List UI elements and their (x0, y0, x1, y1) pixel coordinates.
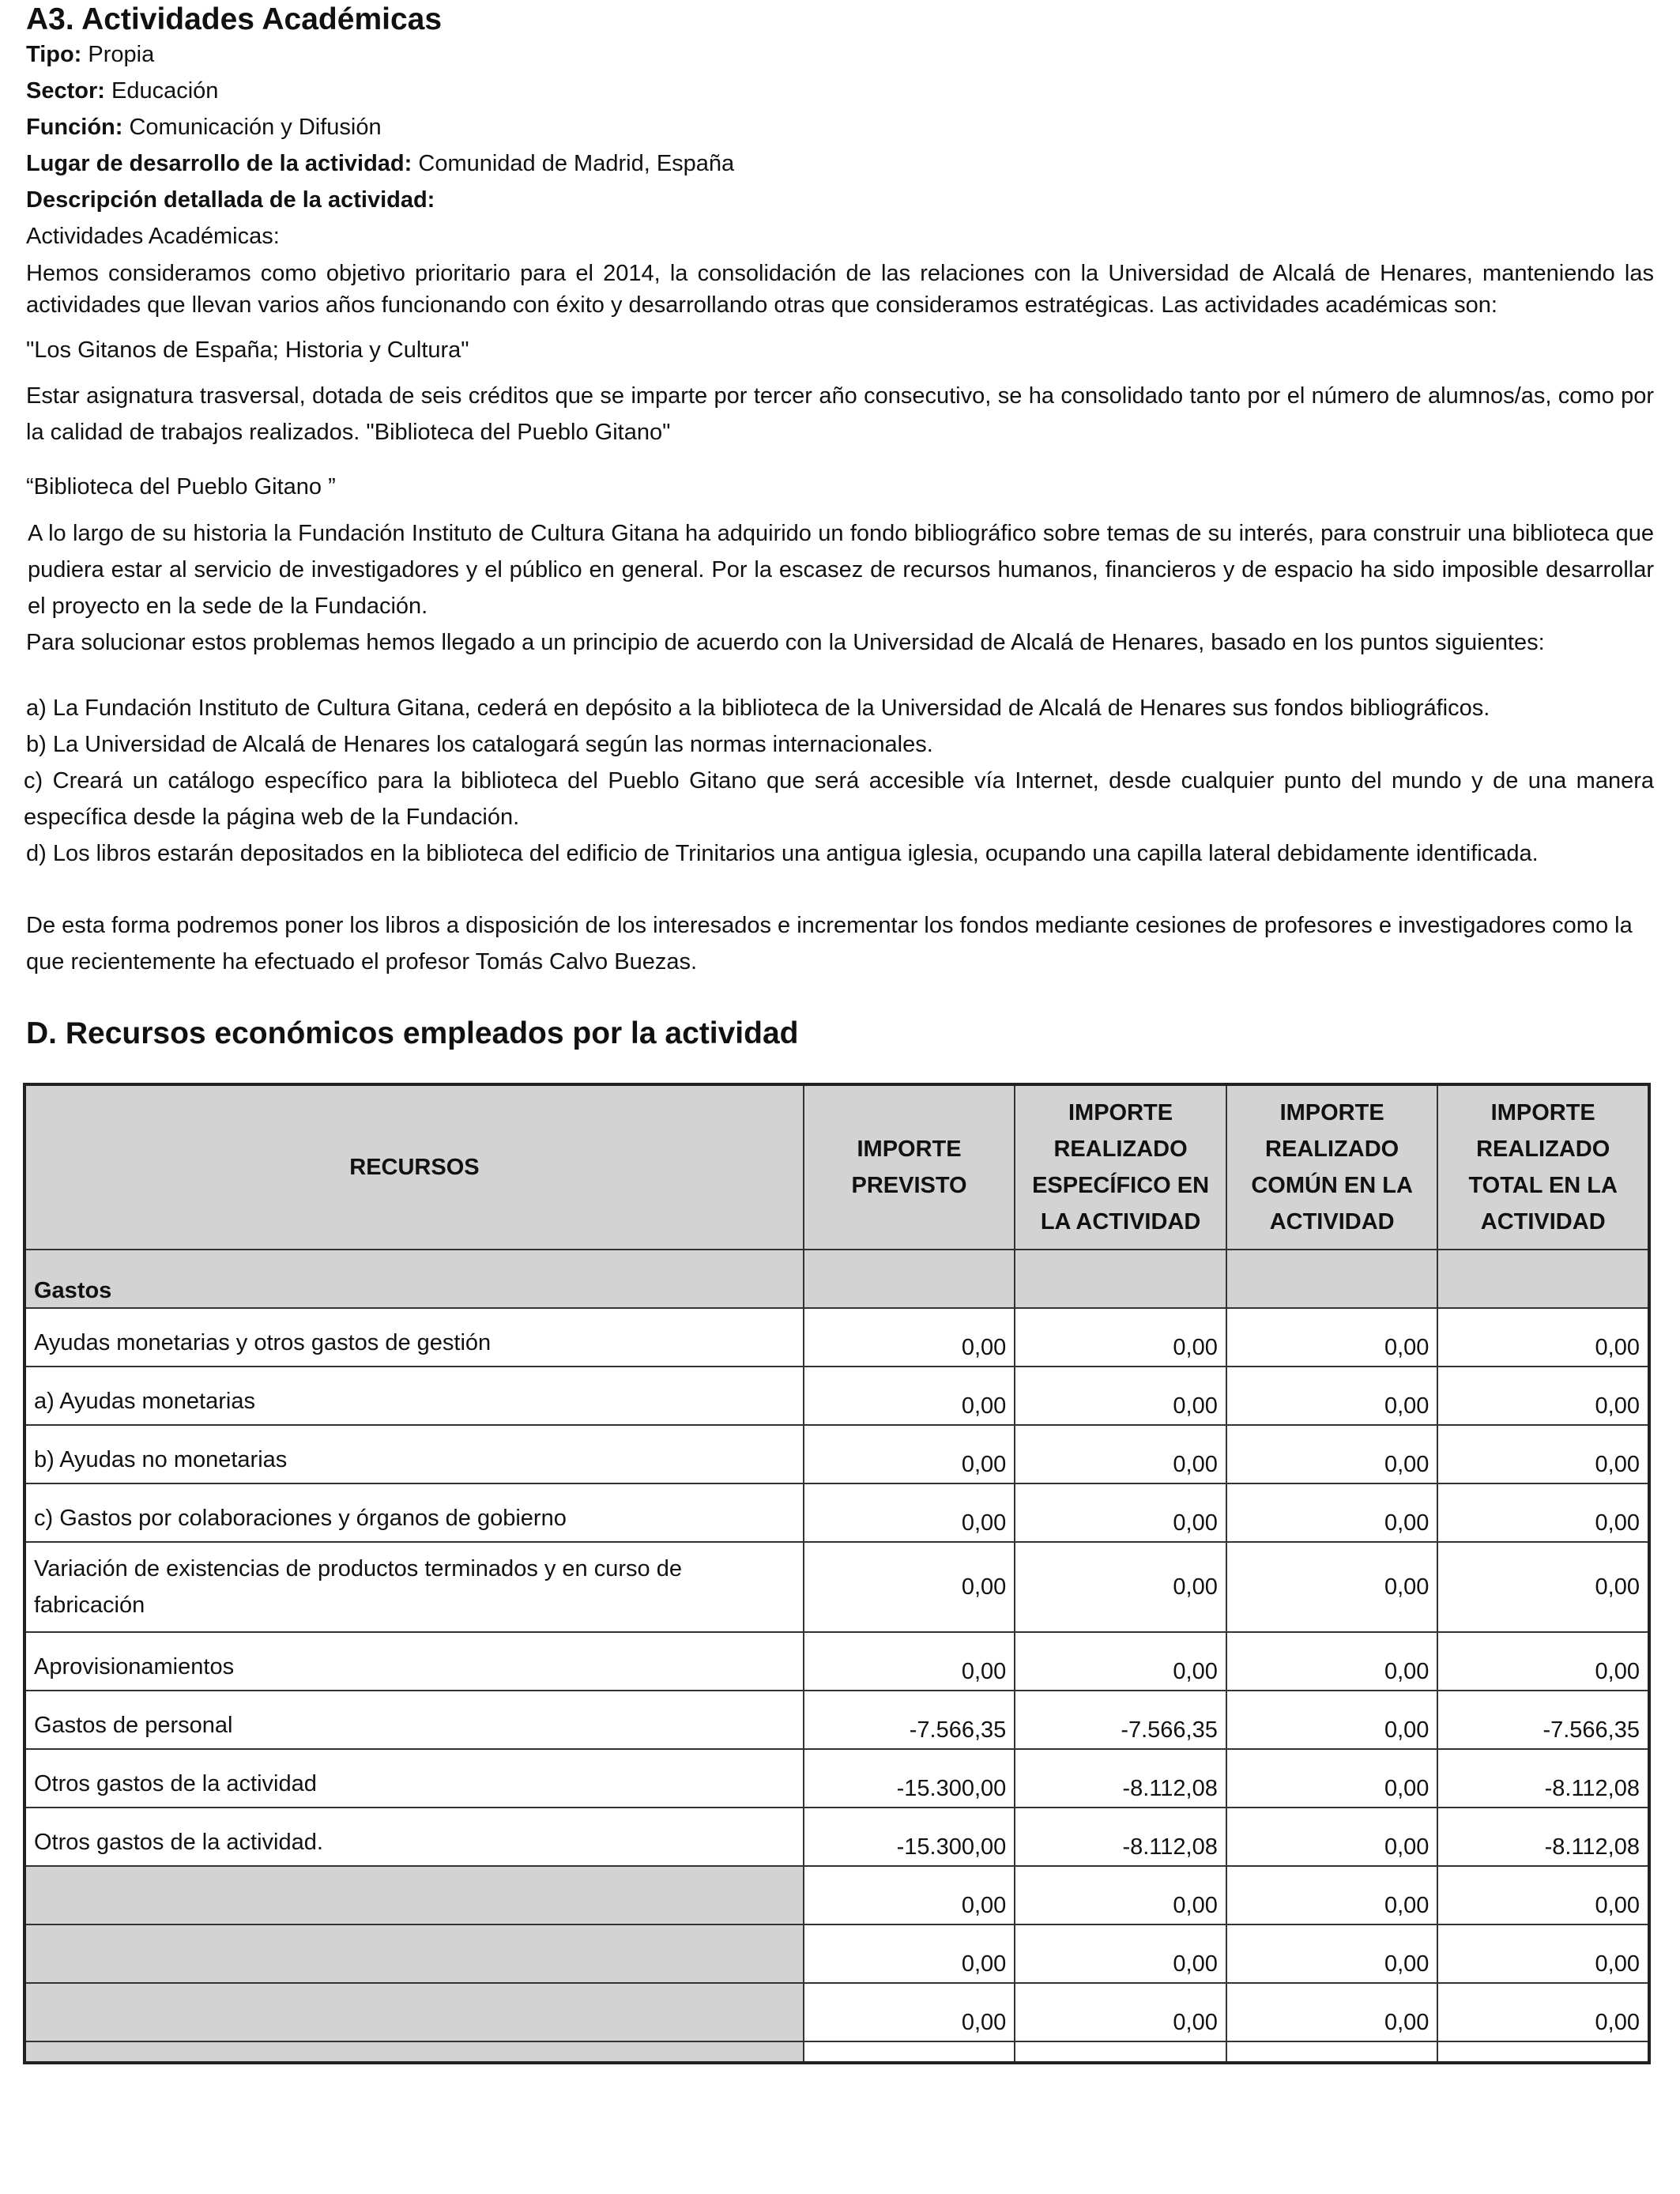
table-row (24, 1866, 1649, 1924)
row-label: c) Gastos por colaboraciones y órganos de gobierno (24, 1483, 804, 1542)
biblioteca-paragraph: A lo largo de su historia la Fundación Instituto de Cultura Gitana ha adquirido un fondo bibliográfico sobre temas de su interés, para construir una biblioteca que pudiera estar al servicio de investigadores y el público en general. Por la escasez de recursos humanos, financieros y de espacio ha sido imposible desarrollar el proyecto en la sede de la Fundación. (28, 521, 1654, 619)
cell-total: 0,00 (1437, 1632, 1649, 1691)
table-row (24, 1983, 1649, 2041)
tail-cell (1437, 2041, 1649, 2063)
tail-cell (1226, 2041, 1438, 2063)
cell-total: 0,00 (1437, 1308, 1649, 1367)
cell-comun: 0,00 (1226, 1983, 1438, 2041)
cell-especifico: 0,00 (1015, 1542, 1226, 1632)
table-row (24, 1542, 1649, 1632)
cell-total: -8.112,08 (1437, 1749, 1649, 1808)
section-d-title: D. Recursos económicos empleados por la actividad (26, 1016, 799, 1050)
tipo-value: Propia (88, 42, 155, 67)
cell-previsto: 0,00 (804, 1367, 1015, 1425)
point-d: d) Los libros estarán depositados en la biblioteca del edificio de Trinitarios una antigua iglesia, ocupando una capilla lateral debidamente identificada. (26, 841, 1539, 866)
intro-paragraph: Hemos consideramos como objetivo prioritario para el 2014, la consolidación de las relaciones con la Universidad de Alcalá de Henares, manteniendo las actividades que llevan varios años funcionando con éxito y desarrollando otras que consideramos estratégicas. Las actividades académicas son: (26, 261, 1654, 318)
table-row (24, 1924, 1649, 1983)
cell-especifico: 0,00 (1015, 1308, 1226, 1367)
cell-especifico: -7.566,35 (1015, 1691, 1226, 1749)
row-label: Otros gastos de la actividad. (24, 1808, 804, 1866)
cell-especifico: 0,00 (1015, 1983, 1226, 2041)
point-a: a) La Fundación Instituto de Cultura Gitana, cederá en depósito a la biblioteca de la Universidad de Alcalá de Henares sus fondos bibliográficos. (26, 696, 1490, 721)
cell-total: 0,00 (1437, 1542, 1649, 1632)
cell-total: 0,00 (1437, 1866, 1649, 1924)
gastos-cell-empty (1015, 1250, 1226, 1308)
asignatura-paragraph: Estar asignatura trasversal, dotada de seis créditos que se imparte por tercer año consecutivo, se ha consolidado tanto por el número de alumnos/as, como por la calidad de trabajos realizados. "Biblioteca del Pueblo Gitano" (26, 383, 1654, 445)
row-label-empty (24, 1983, 804, 2041)
tail-cell (24, 2041, 804, 2063)
gastos-label: Gastos (24, 1250, 804, 1308)
cell-especifico: 0,00 (1015, 1425, 1226, 1483)
cell-comun: 0,00 (1226, 1749, 1438, 1808)
table-tail-row (24, 2041, 1649, 2063)
row-label: b) Ayudas no monetarias (24, 1425, 804, 1483)
point-b: b) La Universidad de Alcalá de Henares los catalogará según las normas internacionales. (26, 732, 933, 757)
cell-previsto: -15.300,00 (804, 1749, 1015, 1808)
cell-total: 0,00 (1437, 1483, 1649, 1542)
cell-comun: 0,00 (1226, 1691, 1438, 1749)
header-importe-comun: IMPORTE REALIZADO COMÚN EN LA ACTIVIDAD (1226, 1084, 1438, 1250)
cell-comun: 0,00 (1226, 1367, 1438, 1425)
row-label: Gastos de personal (24, 1691, 804, 1749)
sector-value: Educación (111, 78, 219, 104)
biblioteca-subtitle: “Biblioteca del Pueblo Gitano ” (26, 474, 336, 499)
cell-especifico: 0,00 (1015, 1632, 1226, 1691)
header-importe-especifico: IMPORTE REALIZADO ESPECÍFICO EN LA ACTIVIDAD (1015, 1084, 1226, 1250)
cell-previsto: -15.300,00 (804, 1808, 1015, 1866)
cell-especifico: 0,00 (1015, 1367, 1226, 1425)
cell-previsto: 0,00 (804, 1924, 1015, 1983)
sector-label: Sector: (26, 78, 105, 104)
cell-previsto: 0,00 (804, 1425, 1015, 1483)
funcion-line (26, 114, 382, 141)
cell-total: 0,00 (1437, 1924, 1649, 1983)
cell-comun: 0,00 (1226, 1425, 1438, 1483)
row-label: a) Ayudas monetarias (24, 1367, 804, 1425)
cell-previsto: 0,00 (804, 1483, 1015, 1542)
row-label: Variación de existencias de productos terminados y en curso de fabricación (24, 1542, 804, 1632)
cell-previsto: -7.566,35 (804, 1691, 1015, 1749)
sector-line (26, 77, 218, 105)
cell-comun: 0,00 (1226, 1808, 1438, 1866)
point-c: c) Creará un catálogo específico para la biblioteca del Pueblo Gitano que será accesible vía Internet, desde cualquier punto del mundo y de una manera específica desde la página web de la Fundación. (24, 768, 1654, 830)
table-header-row (24, 1084, 1649, 1250)
table-row (24, 1483, 1649, 1542)
cell-especifico: -8.112,08 (1015, 1749, 1226, 1808)
row-label: Aprovisionamientos (24, 1632, 804, 1691)
cell-total: -7.566,35 (1437, 1691, 1649, 1749)
header-recursos: RECURSOS (24, 1084, 804, 1250)
closing-paragraph: De esta forma podremos poner los libros a disposición de los interesados e incrementar los fondos mediante cesiones de profesores e investigadores como la que recientemente ha efectuado el profesor Tomás Calvo Buezas. (26, 913, 1633, 974)
row-label: Ayudas monetarias y otros gastos de gestión (24, 1308, 804, 1367)
cell-previsto: 0,00 (804, 1632, 1015, 1691)
table-row (24, 1425, 1649, 1483)
table-row (24, 1749, 1649, 1808)
gastos-cell-empty (1437, 1250, 1649, 1308)
descripcion-line (26, 187, 435, 214)
gitanos-subtitle: "Los Gitanos de España; Historia y Cultura" (26, 337, 469, 363)
cell-previsto: 0,00 (804, 1308, 1015, 1367)
cell-previsto: 0,00 (804, 1983, 1015, 2041)
cell-comun: 0,00 (1226, 1483, 1438, 1542)
table-row (24, 1367, 1649, 1425)
solucion-paragraph: Para solucionar estos problemas hemos llegado a un principio de acuerdo con la Universidad de Alcalá de Henares, basado en los puntos siguientes: (26, 630, 1545, 655)
cell-previsto: 0,00 (804, 1866, 1015, 1924)
tail-cell (804, 2041, 1015, 2063)
table-row (24, 1691, 1649, 1749)
gastos-cell-empty (1226, 1250, 1438, 1308)
lugar-line (26, 150, 734, 178)
row-label-empty (24, 1866, 804, 1924)
cell-previsto: 0,00 (804, 1542, 1015, 1632)
gastos-group-row (24, 1250, 1649, 1308)
lugar-value: Comunidad de Madrid, España (418, 151, 735, 176)
cell-especifico: 0,00 (1015, 1483, 1226, 1542)
table-row (24, 1632, 1649, 1691)
tipo-label: Tipo: (26, 42, 82, 67)
cell-comun: 0,00 (1226, 1542, 1438, 1632)
row-label: Otros gastos de la actividad (24, 1749, 804, 1808)
cell-especifico: 0,00 (1015, 1866, 1226, 1924)
cell-especifico: -8.112,08 (1015, 1808, 1226, 1866)
tail-cell (1015, 2041, 1226, 2063)
cell-total: 0,00 (1437, 1983, 1649, 2041)
table-row (24, 1308, 1649, 1367)
recursos-table (23, 1083, 1651, 2064)
row-label-empty (24, 1924, 804, 1983)
cell-comun: 0,00 (1226, 1924, 1438, 1983)
header-importe-total: IMPORTE REALIZADO TOTAL EN LA ACTIVIDAD (1437, 1084, 1649, 1250)
cell-total: -8.112,08 (1437, 1808, 1649, 1866)
tipo-line (26, 41, 154, 69)
cell-comun: 0,00 (1226, 1308, 1438, 1367)
lugar-label: Lugar de desarrollo de la actividad: (26, 151, 412, 176)
actividades-heading: Actividades Académicas: (26, 224, 280, 249)
cell-especifico: 0,00 (1015, 1924, 1226, 1983)
gastos-cell-empty (804, 1250, 1015, 1308)
table-row (24, 1808, 1649, 1866)
cell-comun: 0,00 (1226, 1632, 1438, 1691)
funcion-value: Comunicación y Difusión (129, 115, 382, 140)
funcion-label: Función: (26, 115, 123, 140)
section-a3-title: A3. Actividades Académicas (26, 2, 443, 36)
descripcion-label: Descripción detallada de la actividad: (26, 187, 435, 213)
cell-total: 0,00 (1437, 1425, 1649, 1483)
header-importe-previsto: IMPORTE PREVISTO (804, 1084, 1015, 1250)
cell-comun: 0,00 (1226, 1866, 1438, 1924)
cell-total: 0,00 (1437, 1367, 1649, 1425)
